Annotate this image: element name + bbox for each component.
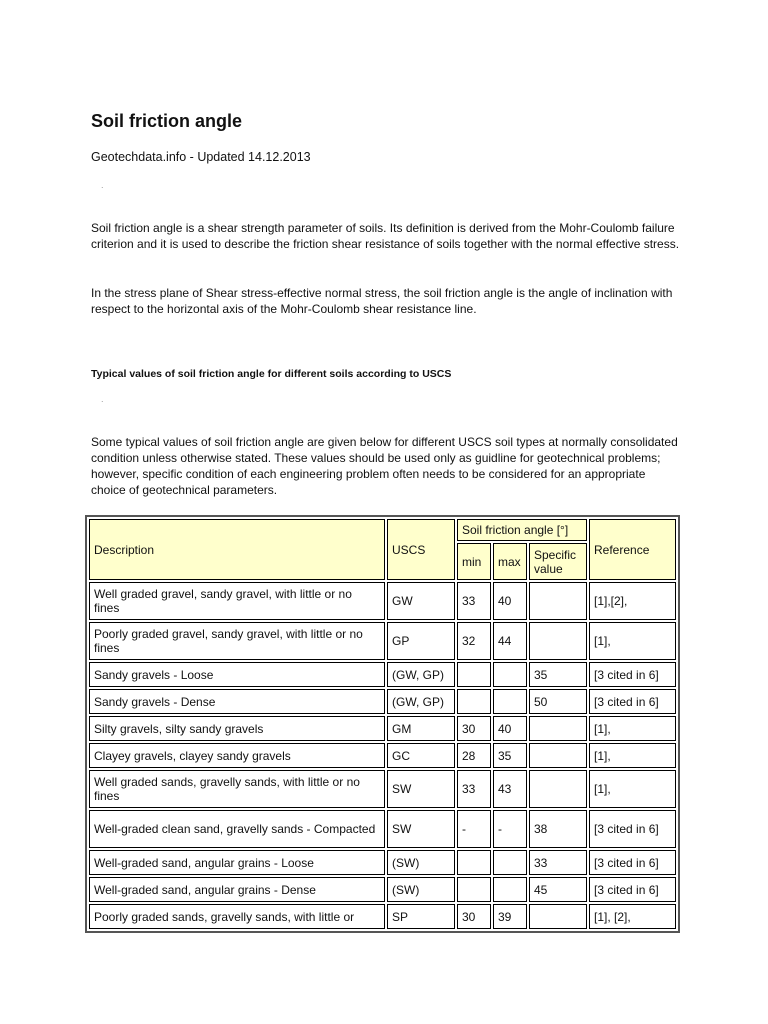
- table-row: [89, 810, 676, 848]
- header-description: Description: [89, 519, 385, 580]
- cell-min: [457, 662, 491, 687]
- cell-specific: 38: [529, 810, 587, 848]
- intro-paragraph-1: Soil friction angle is a shear strength parameter of soils. Its definition is derived from the Mohr-Coulomb failure criterion and it is used to describe the friction shear resistance of soils together with the normal effective stress.: [91, 221, 680, 251]
- header-reference: Reference: [589, 519, 676, 580]
- cell-reference: [3 cited in 6]: [589, 850, 676, 875]
- section-heading: Typical values of soil friction angle for different soils according to USCS: [91, 368, 452, 380]
- cell-reference: [1],: [589, 743, 676, 768]
- cell-description: Poorly graded sands, gravelly sands, with little or: [89, 904, 385, 929]
- cell-reference: [1],: [589, 622, 676, 660]
- cell-uscs: GM: [387, 716, 455, 741]
- cell-max: 39: [493, 904, 527, 929]
- table-row: [89, 743, 676, 768]
- cell-description: Sandy gravels - Dense: [89, 689, 385, 714]
- header-specific-value: Specific value: [529, 543, 587, 580]
- cell-reference: [3 cited in 6]: [589, 662, 676, 687]
- intro-paragraph-2: In the stress plane of Shear stress-effective normal stress, the soil friction angle is the angle of inclination with respect to the horizontal axis of the Mohr-Coulomb shear resistance line.: [91, 286, 673, 316]
- source-line: Geotechdata.info - Updated 14.12.2013: [91, 150, 311, 164]
- cell-min: 30: [457, 716, 491, 741]
- cell-specific: 33: [529, 850, 587, 875]
- cell-specific: [529, 770, 587, 808]
- table-row: [89, 689, 676, 714]
- cell-reference: [3 cited in 6]: [589, 877, 676, 902]
- table-row: [89, 716, 676, 741]
- cell-max: 40: [493, 582, 527, 620]
- header-min: min: [457, 543, 491, 580]
- section-paragraph: Some typical values of soil friction angle are given below for different USCS soil types at normally consolidated condition unless otherwise stated. These values should be used only as guidline for geotechnical problems; however, specific condition of each engineering problem often needs to be considered for an appropriate choice of geotechnical parameters.: [91, 435, 678, 497]
- cell-reference: [1], [2],: [589, 904, 676, 929]
- header-max: max: [493, 543, 527, 580]
- header-uscs: USCS: [387, 519, 455, 580]
- cell-reference: [1],: [589, 716, 676, 741]
- cell-uscs: GW: [387, 582, 455, 620]
- cell-description: Well-graded sand, angular grains - Loose: [89, 850, 385, 875]
- cell-description: Clayey gravels, clayey sandy gravels: [89, 743, 385, 768]
- cell-min: 32: [457, 622, 491, 660]
- cell-specific: 35: [529, 662, 587, 687]
- cell-description: Well graded gravel, sandy gravel, with little or no fines: [89, 582, 385, 620]
- table-row: [89, 877, 676, 902]
- cell-specific: [529, 582, 587, 620]
- cell-min: [457, 850, 491, 875]
- cell-description: Silty gravels, silty sandy gravels: [89, 716, 385, 741]
- table-row: [89, 622, 676, 660]
- cell-uscs: SW: [387, 770, 455, 808]
- cell-uscs: (GW, GP): [387, 689, 455, 714]
- page-title: Soil friction angle: [91, 111, 243, 131]
- cell-description: Poorly graded gravel, sandy gravel, with little or no fines: [89, 622, 385, 660]
- cell-max: [493, 662, 527, 687]
- cell-specific: [529, 716, 587, 741]
- cell-specific: [529, 622, 587, 660]
- cell-reference: [3 cited in 6]: [589, 689, 676, 714]
- cell-min: 28: [457, 743, 491, 768]
- table-row: [89, 582, 676, 620]
- cell-min: 30: [457, 904, 491, 929]
- cell-description: Well-graded clean sand, gravelly sands - Compacted: [89, 810, 385, 848]
- cell-uscs: (SW): [387, 877, 455, 902]
- cell-min: [457, 689, 491, 714]
- table-row: [89, 904, 676, 929]
- cell-max: [493, 850, 527, 875]
- cell-description: Sandy gravels - Loose: [89, 662, 385, 687]
- cell-reference: [1],: [589, 770, 676, 808]
- cell-description: Well graded sands, gravelly sands, with little or no fines: [89, 770, 385, 808]
- header-friction-angle: Soil friction angle [°]: [457, 519, 587, 541]
- cell-specific: [529, 904, 587, 929]
- cell-specific: [529, 743, 587, 768]
- separator-dot: .: [101, 180, 104, 190]
- cell-uscs: SP: [387, 904, 455, 929]
- cell-min: 33: [457, 770, 491, 808]
- cell-max: 43: [493, 770, 527, 808]
- cell-reference: [1],[2],: [589, 582, 676, 620]
- cell-max: 35: [493, 743, 527, 768]
- cell-max: [493, 689, 527, 714]
- cell-max: 40: [493, 716, 527, 741]
- cell-uscs: (SW): [387, 850, 455, 875]
- cell-max: [493, 877, 527, 902]
- cell-min: [457, 877, 491, 902]
- cell-min: -: [457, 810, 491, 848]
- cell-uscs: (GW, GP): [387, 662, 455, 687]
- friction-angle-table: [85, 515, 680, 933]
- cell-specific: 50: [529, 689, 587, 714]
- cell-uscs: SW: [387, 810, 455, 848]
- cell-uscs: GP: [387, 622, 455, 660]
- cell-max: -: [493, 810, 527, 848]
- cell-specific: 45: [529, 877, 587, 902]
- table-row: [89, 770, 676, 808]
- cell-description: Well-graded sand, angular grains - Dense: [89, 877, 385, 902]
- cell-uscs: GC: [387, 743, 455, 768]
- separator-dot: .: [101, 394, 104, 404]
- cell-min: 33: [457, 582, 491, 620]
- cell-reference: [3 cited in 6]: [589, 810, 676, 848]
- table-row: [89, 662, 676, 687]
- cell-max: 44: [493, 622, 527, 660]
- table-row: [89, 850, 676, 875]
